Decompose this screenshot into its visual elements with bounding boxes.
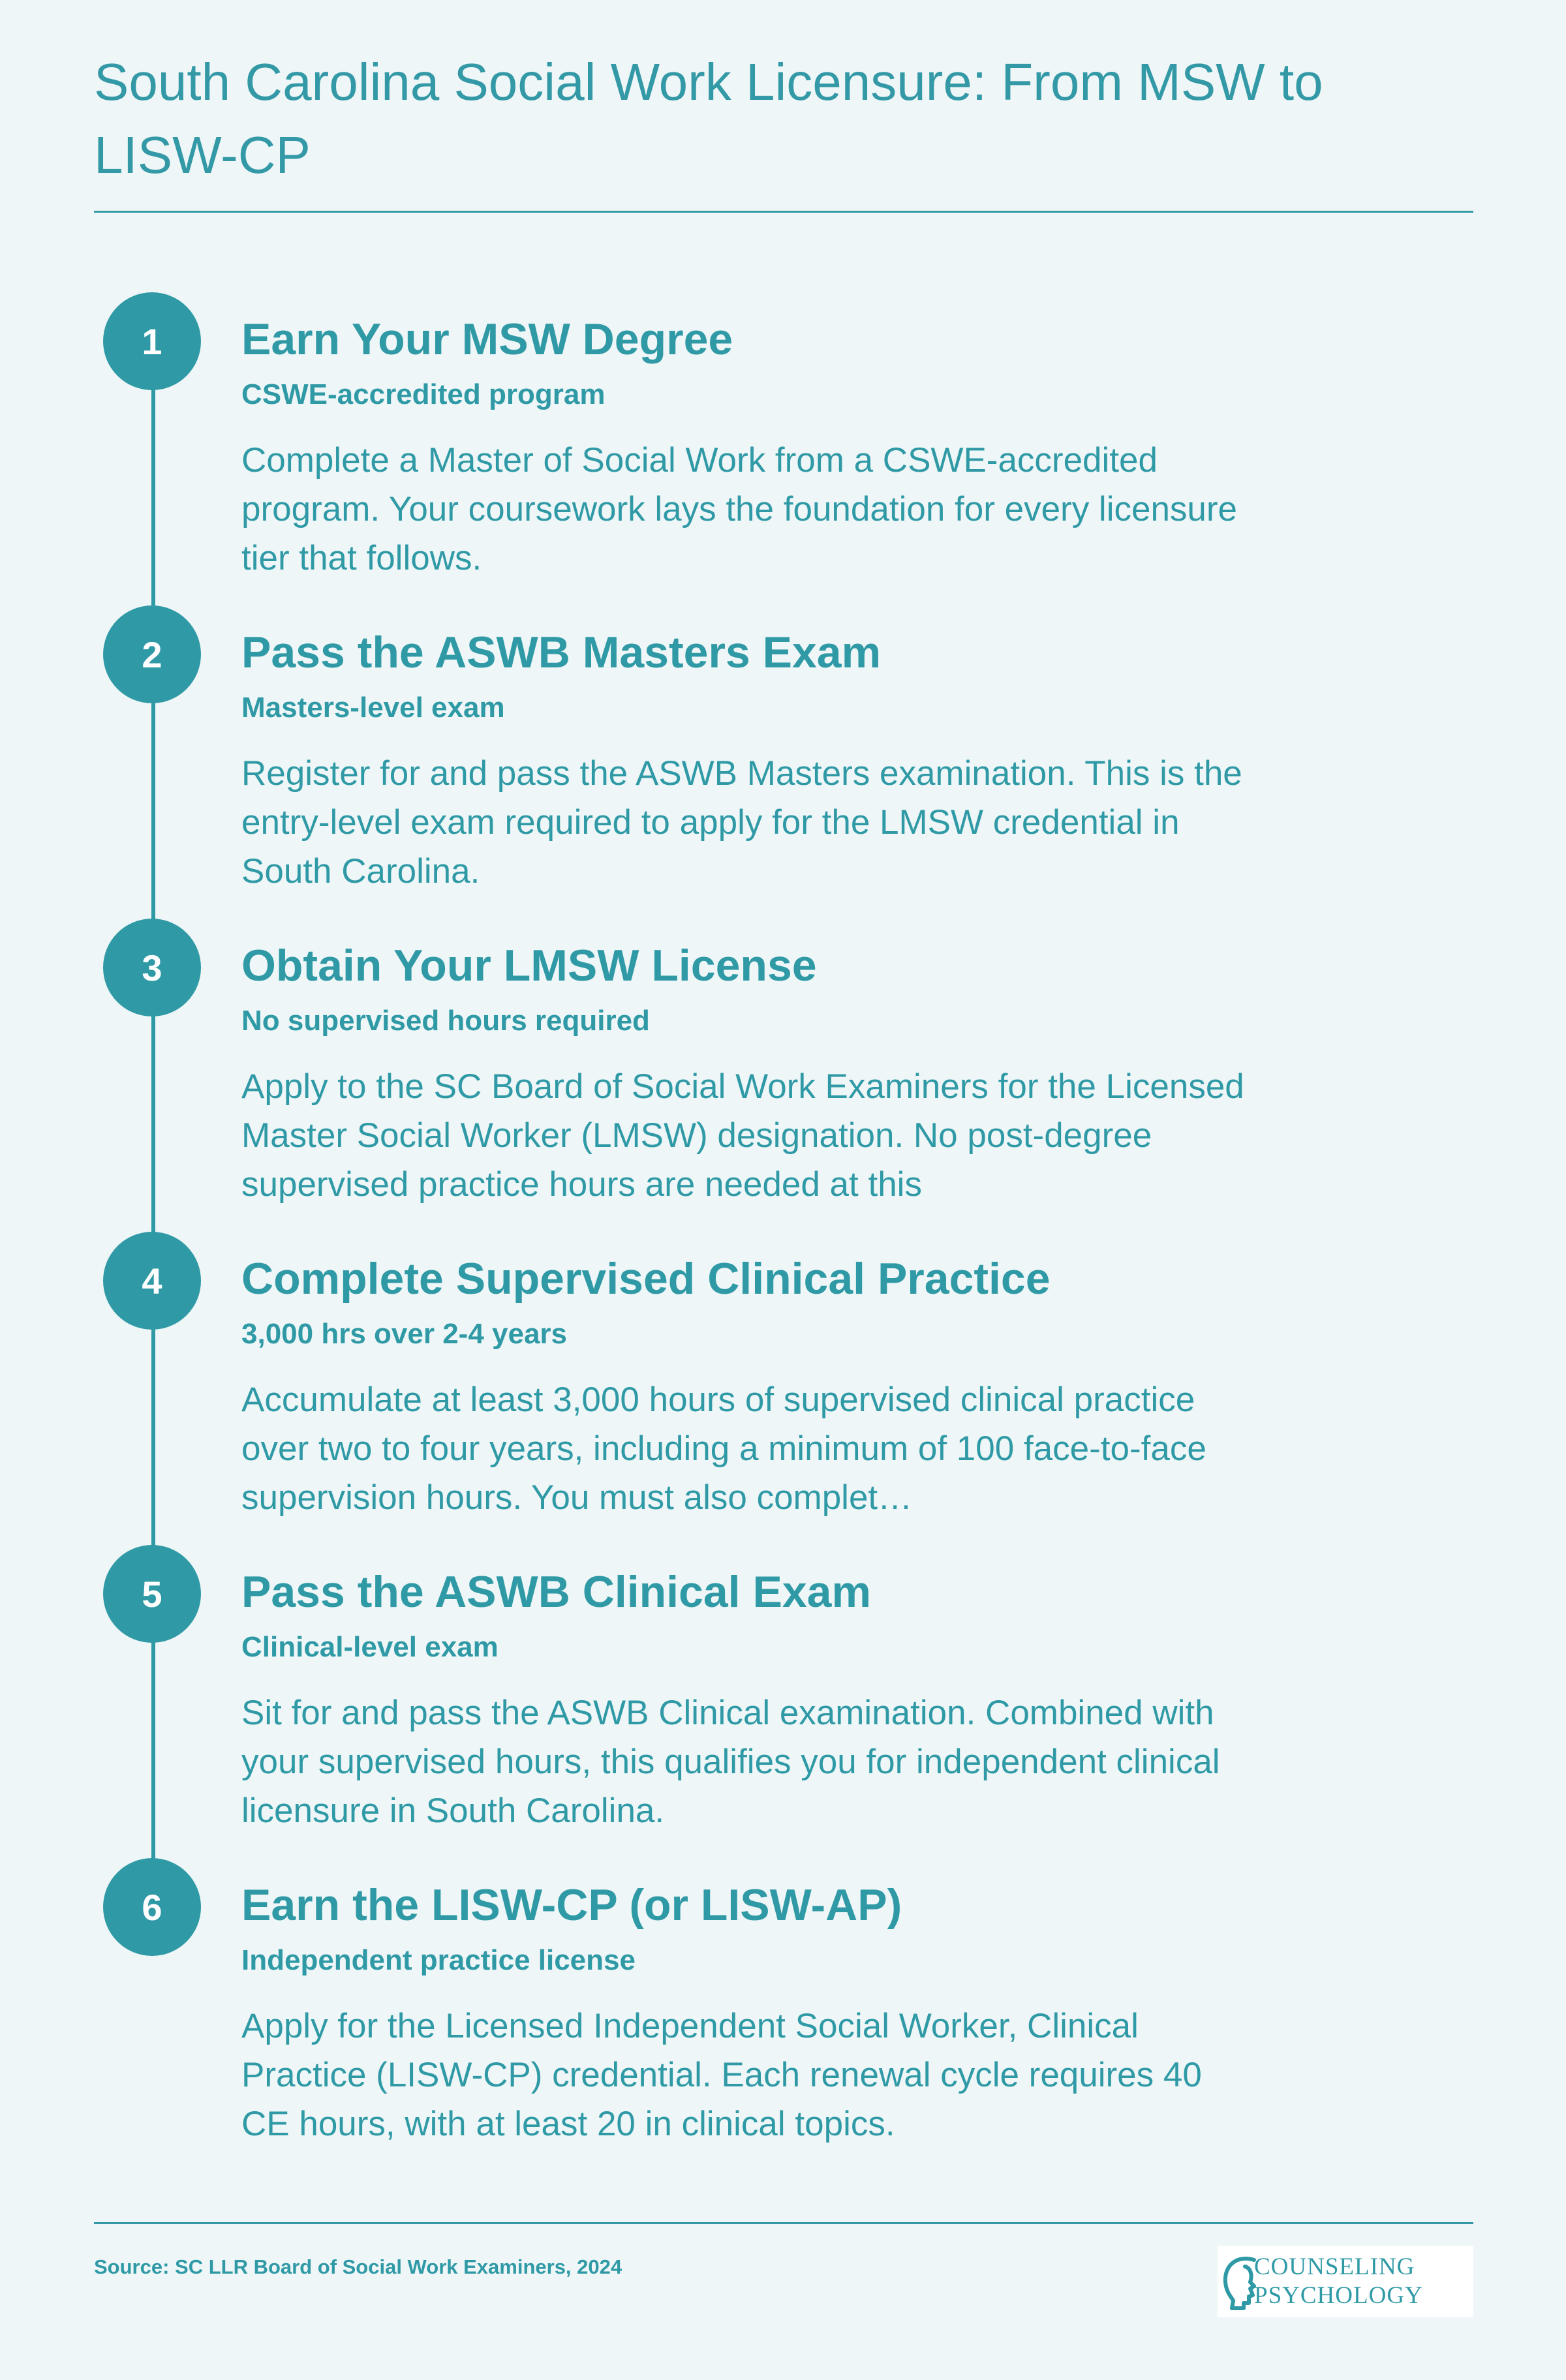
step-description: Apply for the Licensed Independent Social Worker, Clinical Practice (LISW-CP) credential. Each renewal cycle requires 40 CE hours, with at least 20 in clinical topics. (241, 2007, 1202, 2143)
page-title: South Carolina Social Work Licensure: From MSW to LISW-CP (94, 53, 1323, 184)
logo-line-2: PSYCHOLOGY (1254, 2282, 1423, 2309)
step-subtitle: Masters-level exam (241, 692, 505, 724)
step-number-badge: 1 (103, 292, 201, 390)
step-description: Complete a Master of Social Work from a CSWE-accredited program. Your coursework lays the foundation for every licensure tier that follows. (241, 441, 1238, 577)
timeline-connector (151, 339, 155, 1931)
logo-line-1: COUNSELING (1254, 2253, 1415, 2280)
step-subtitle: No supervised hours required (241, 1005, 650, 1037)
step-description: Register for and pass the ASWB Masters examination. This is the entry-level exam required to apply for the LMSW credential in South Carolina. (241, 754, 1242, 891)
step-number-badge: 3 (103, 919, 201, 1016)
step-number-badge: 6 (103, 1858, 201, 1956)
step-title: Pass the ASWB Masters Exam (241, 628, 882, 677)
step-subtitle: Clinical-level exam (241, 1631, 499, 1663)
title-divider (94, 211, 1473, 213)
step-title: Complete Supervised Clinical Practice (241, 1254, 1051, 1304)
step-description: Apply to the SC Board of Social Work Examiners for the Licensed Master Social Worker (LMSW) designation. No post-degree supervised practice hours are needed at this (241, 1067, 1244, 1204)
step-number-badge: 2 (103, 605, 201, 703)
step-description: Accumulate at least 3,000 hours of supervised clinical practice over two to four years, including a minimum of 100 face-to-face supervision hours. You must also complet… (241, 1381, 1206, 1517)
step-subtitle: Independent practice license (241, 1944, 636, 1976)
step-title: Earn the LISW-CP (or LISW-AP) (241, 1880, 902, 1930)
source-citation: Source: SC LLR Board of Social Work Examiners, 2024 (94, 2255, 622, 2278)
step-title: Earn Your MSW Degree (241, 314, 733, 364)
step-title: Obtain Your LMSW License (241, 941, 817, 990)
step-subtitle: 3,000 hrs over 2-4 years (241, 1318, 568, 1350)
logo-wordmark (1254, 2253, 1423, 2310)
footer-divider (94, 2222, 1473, 2224)
counseling-psychology-logo (1218, 2246, 1473, 2317)
step-number-badge: 4 (103, 1232, 201, 1330)
step-title: Pass the ASWB Clinical Exam (241, 1567, 871, 1617)
step-number-badge: 5 (103, 1545, 201, 1643)
step-description: Sit for and pass the ASWB Clinical examination. Combined with your supervised hours, this qualifies you for independent clinical licensure in South Carolina. (241, 1694, 1220, 1830)
step-subtitle: CSWE-accredited program (241, 378, 606, 410)
